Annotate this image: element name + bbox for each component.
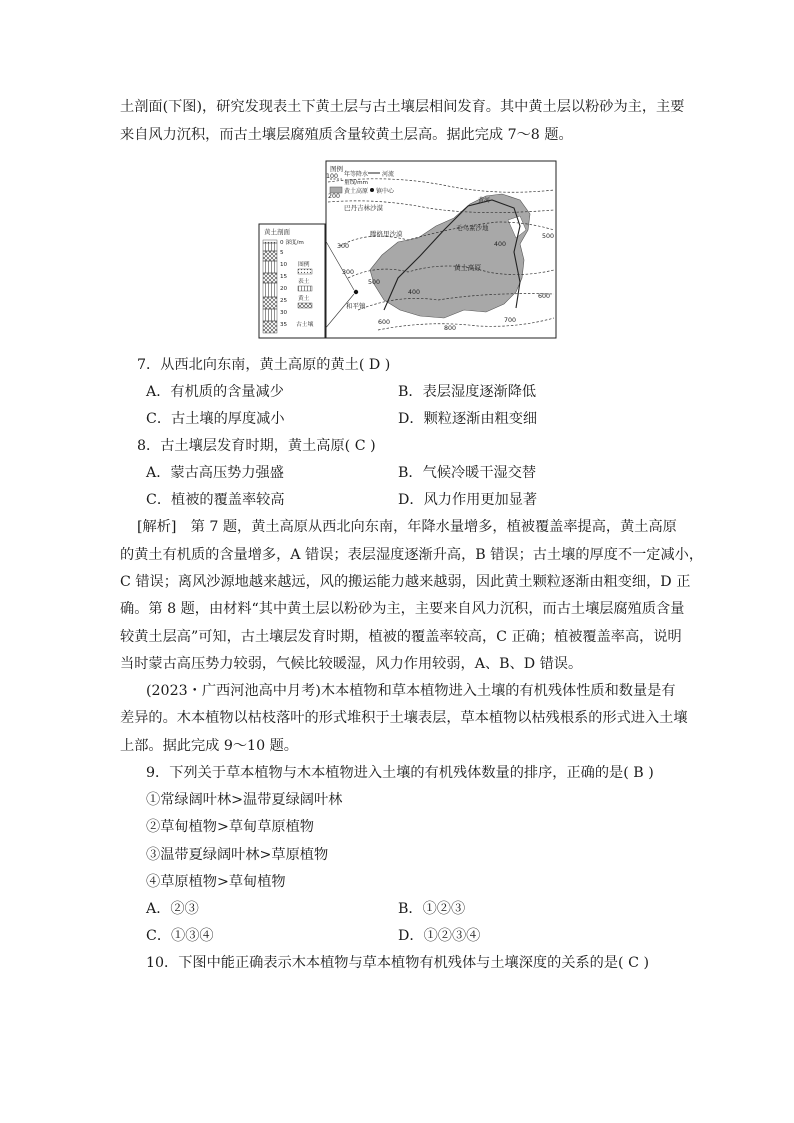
q9-option-a: A．②③ <box>146 901 199 917</box>
q9-option-d: D．①②③④ <box>398 928 481 944</box>
q9-option-b: B．①②③ <box>398 901 466 917</box>
legend-town-dot-icon <box>370 188 374 192</box>
depth-tick-10: 10 <box>280 262 288 268</box>
passage2-line-2: 差异的。木本植物以枯枝落叶的形式堆积于土壤表层，草本植物以枯残根系的形式进入土壤 <box>120 710 688 726</box>
loess-plateau-map <box>258 160 558 340</box>
label-badain-jaran: 巴丹吉林沙漠 <box>344 204 383 212</box>
town-dot-icon <box>354 290 358 294</box>
analysis-line-1: [解析] 第 7 题，黄土高原从西北向东南，年降水量增多，植被覆盖率提高，黄土高原 <box>137 519 677 535</box>
q7-option-a: A．有机质的含量减少 <box>146 384 284 400</box>
profile-legend-topsoil-swatch <box>298 269 312 274</box>
iso-label-200: 200 <box>328 193 341 200</box>
analysis-line-5: 较黄土层高”可知，古土壤层发育时期，植被的覆盖率较高，C 正确；植被覆盖率高，说明 <box>120 629 682 645</box>
profile-legend-loess-swatch <box>298 286 312 291</box>
q7-option-c: C．古土壤的厚度减小 <box>146 411 285 427</box>
depth-tick-25: 25 <box>280 298 288 304</box>
iso-label-300: 300 <box>337 243 350 250</box>
q9-item-4: ④草原植物>草甸植物 <box>146 874 286 890</box>
profile-legend-paleosol-swatch <box>298 303 312 308</box>
q7-option-b: B．表层湿度逐渐降低 <box>398 384 537 400</box>
legend-isohyet-unit: 量线/mm <box>344 180 368 186</box>
intro-line-2: 来自风力沉积，而古土壤层腐殖质含量较黄土层高。据此完成 7～8 题。 <box>120 127 573 143</box>
label-loess-plateau: 黄土高原 <box>454 264 482 272</box>
q9-item-3: ③温带夏绿阔叶林>草原植物 <box>146 847 329 863</box>
q8-option-d: D．风力作用更加显著 <box>398 492 538 508</box>
legend-town-label: 镇中心 <box>376 188 395 195</box>
loess-profile-inset <box>259 224 325 338</box>
iso-label-300b: 300 <box>342 269 355 276</box>
iso-label-600: 600 <box>378 319 391 326</box>
q9-item-2: ②草甸植物>草甸草原植物 <box>146 819 314 835</box>
label-heping-town: 和平镇 <box>346 302 366 310</box>
q9-item-1: ①常绿阔叶林>温带夏绿阔叶林 <box>146 792 343 808</box>
profile-legend-title: 图例 <box>298 262 310 268</box>
profile-legend-loess: 黄土 <box>298 296 310 302</box>
profile-depth-label: 0 深度/m <box>280 240 304 246</box>
profile-legend-topsoil: 表土 <box>298 279 310 285</box>
intro-line-1: 土剖面(下图)，研究发现表土下黄土层与古土壤层相间发育。其中黄土层以粉砂为主，主要 <box>120 99 685 115</box>
legend-river-label: 河流 <box>382 171 395 178</box>
q8-option-b: B．气候冷暖干湿交替 <box>398 465 537 481</box>
label-tengger: 腾格里沙漠 <box>370 230 403 238</box>
depth-tick-35: 35 <box>280 322 288 328</box>
depth-tick-30: 30 <box>280 310 288 316</box>
q10-stem: 10．下图中能正确表示木本植物与草本植物有机残体与土壤深度的关系的是( C ) <box>146 955 650 971</box>
depth-tick-20: 20 <box>280 286 288 292</box>
q9-option-c: C．①③④ <box>146 928 214 944</box>
legend-isohyet-label: 年等降水 <box>344 171 369 178</box>
legend-plateau-label: 黄土高原 <box>344 188 369 195</box>
legend-title: 图例 <box>330 165 343 173</box>
analysis-line-2: 的黄土有机质的含量增多，A 错误；表层湿度逐渐升高，B 错误；古土壤的厚度不一定减小， <box>120 547 704 563</box>
passage2-line-3: 上部。据此完成 9～10 题。 <box>120 738 298 754</box>
depth-tick-5: 5 <box>280 250 284 256</box>
loess-plateau-figure <box>258 160 558 340</box>
profile-legend-paleosol: 古土壤 <box>296 322 314 328</box>
analysis-line-6: 当时蒙古高压势力较弱，气候比较暖湿，风力作用较弱，A、B、D 错误。 <box>120 656 583 672</box>
iso-label-100: 100 <box>326 173 339 180</box>
label-yellow-river: 黄河 <box>478 197 491 204</box>
iso-label-400b: 400 <box>494 241 507 248</box>
analysis-line-4: 确。第 8 题，由材料“其中黄土层以粉砂为主，主要来自风力沉积，而古土壤层腐殖质含量 <box>120 601 685 617</box>
iso-label-700: 700 <box>504 317 517 324</box>
q8-stem: 8．古土壤层发育时期，黄土高原( C ) <box>137 438 376 454</box>
depth-tick-15: 15 <box>280 274 288 280</box>
q7-stem: 7．从西北向东南，黄土高原的黄土( D ) <box>137 357 391 373</box>
q9-stem: 9．下列关于草本植物与木本植物进入土壤的有机残体数量的排序，正确的是( B ) <box>146 765 654 781</box>
label-muus: 毛乌素沙地 <box>456 224 489 232</box>
analysis-line-3: C 错误；离风沙源地越来越远，风的搬运能力越来越弱，因此黄土颗粒逐渐由粗变细，D 正 <box>120 574 691 590</box>
iso-label-600b: 600 <box>538 293 551 300</box>
iso-label-400: 400 <box>408 289 421 296</box>
q8-option-c: C．植被的覆盖率较高 <box>146 492 285 508</box>
iso-label-800: 800 <box>444 325 457 332</box>
iso-label-500b: 500 <box>542 233 555 240</box>
passage2-line-1: (2023・广西河池高中月考)木本植物和草本植物进入土壤的有机残体性质和数量是有 <box>146 683 676 699</box>
profile-title: 黄土剖面 <box>264 228 290 236</box>
iso-label-500: 500 <box>368 279 381 286</box>
q7-option-d: D．颗粒逐渐由粗变细 <box>398 411 538 427</box>
q8-option-a: A．蒙古高压势力强盛 <box>146 465 284 481</box>
